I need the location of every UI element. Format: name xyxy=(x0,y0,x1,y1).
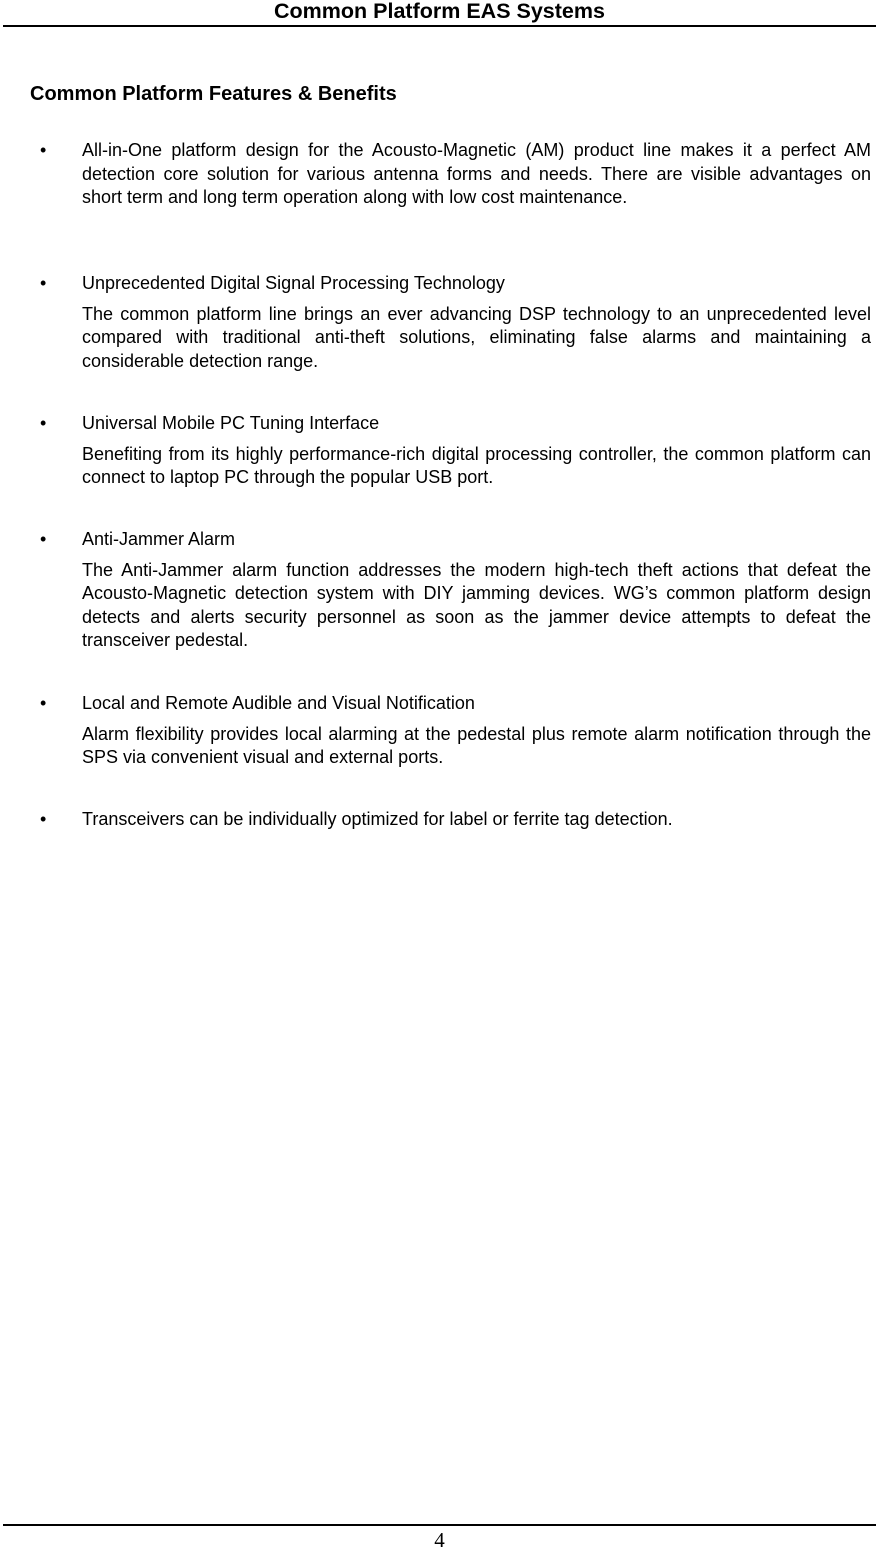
header-divider xyxy=(3,25,876,27)
feature-item-all-in-one xyxy=(40,139,871,210)
feature-text: Transceivers can be individually optimized for label or ferrite tag detection. xyxy=(82,809,673,829)
page-number: 4 xyxy=(434,1528,445,1552)
feature-title: Local and Remote Audible and Visual Notification xyxy=(82,693,475,713)
section-heading: Common Platform Features & Benefits xyxy=(30,83,397,105)
bullet-icon: • xyxy=(40,529,47,549)
feature-title: Unprecedented Digital Signal Processing Technology xyxy=(82,273,505,293)
bullet-icon: • xyxy=(40,413,47,433)
feature-item-anti-jammer xyxy=(40,528,871,653)
bullet-icon: • xyxy=(40,809,47,829)
feature-description: Benefiting from its highly performance-rich digital processing controller, the common platform can connect to laptop PC through the popular USB port. xyxy=(82,443,871,487)
feature-item-notification xyxy=(40,692,871,770)
page-header-title: Common Platform EAS Systems xyxy=(274,0,605,23)
footer-divider xyxy=(3,1524,876,1526)
feature-item-transceivers xyxy=(40,808,871,832)
bullet-icon: • xyxy=(40,693,47,713)
feature-description: The common platform line brings an ever advancing DSP technology to an unprecedented level compared with traditional anti-theft solutions, eliminating false alarms and maintaining a considerable detection range. xyxy=(82,303,871,371)
feature-item-dsp xyxy=(40,272,871,373)
bullet-icon: • xyxy=(40,273,47,293)
feature-item-pc-tuning xyxy=(40,412,871,490)
feature-description: The Anti-Jammer alarm function addresses the modern high-tech theft actions that defeat the Acousto-Magnetic detection system with DIY jamming devices. WG’s common platform design detects and alerts security personnel as soon as the jammer device attempts to defeat the transceiver pedestal. xyxy=(82,559,871,650)
feature-description: Alarm flexibility provides local alarming at the pedestal plus remote alarm notification through the SPS via convenient visual and external ports. xyxy=(82,723,871,767)
feature-text: All-in-One platform design for the Acousto-Magnetic (AM) product line makes it a perfect AM detection core solution for various antenna forms and needs. There are visible advantages on short term and long term operation along with low cost maintenance. xyxy=(82,140,871,207)
bullet-icon: • xyxy=(40,140,47,160)
feature-title: Universal Mobile PC Tuning Interface xyxy=(82,413,380,433)
feature-title: Anti-Jammer Alarm xyxy=(82,529,236,549)
